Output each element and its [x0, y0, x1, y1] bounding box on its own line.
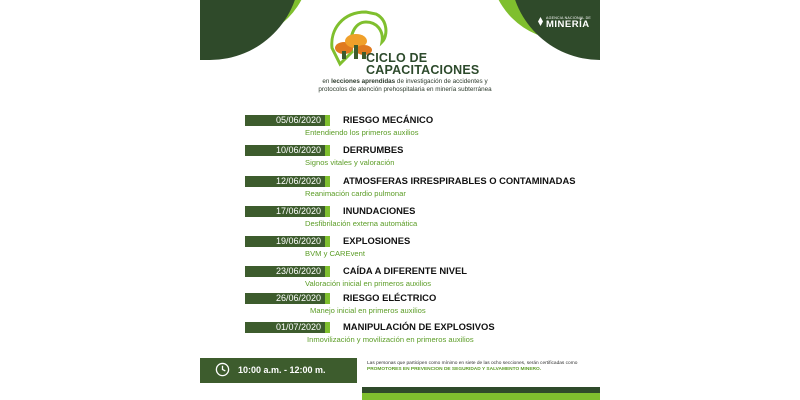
- top-right-blob-dark: [510, 0, 600, 60]
- session-desc: Signos vitales y valoración: [305, 158, 395, 167]
- session-desc: Valoración inicial en primeros auxilios: [305, 279, 432, 288]
- session-date: 05/06/2020: [245, 115, 325, 126]
- session-topic: RIESGO MECÁNICO: [343, 114, 434, 125]
- date-accent: [325, 293, 330, 304]
- title-line-2: CAPACITACIONES: [366, 63, 480, 77]
- date-accent: [325, 176, 330, 187]
- agency-name: MINERÍA: [546, 19, 590, 30]
- certification-note: [367, 361, 592, 373]
- session-date: 10/06/2020: [245, 145, 325, 156]
- session-topic: MANIPULACIÓN DE EXPLOSIVOS: [343, 321, 495, 332]
- session-topic: RIESGO ELÉCTRICO: [343, 292, 437, 303]
- agency-logo: [538, 16, 591, 30]
- session-date: 23/06/2020: [245, 266, 325, 277]
- session-topic: INUNDACIONES: [343, 205, 416, 216]
- note-bold: PROMOTORES EN PREVENCION DE SEGURIDAD Y SALVAMENTO MINERO.: [367, 367, 542, 372]
- session-date: 17/06/2020: [245, 206, 325, 217]
- session-row: [245, 176, 600, 206]
- time-box: [200, 358, 357, 383]
- subtitle-line-2: protocolos de atención prehospitalaria en minería subterránea: [318, 86, 492, 93]
- poster: [200, 0, 600, 400]
- poster-subtitle: [300, 78, 510, 94]
- agency-small-text: AGENCIA NACIONAL DE: [546, 16, 592, 20]
- session-date: 19/06/2020: [245, 236, 325, 247]
- top-left-blob-dark: [200, 0, 300, 60]
- session-row: [245, 145, 600, 175]
- subtitle-bold: lecciones aprendidas: [331, 78, 396, 85]
- clock-icon: [215, 362, 230, 377]
- session-row: [245, 115, 600, 145]
- session-row: [245, 322, 600, 352]
- session-desc: Desfibrilación externa automática: [305, 219, 418, 228]
- session-topic: CAÍDA A DIFERENTE NIVEL: [343, 265, 467, 276]
- session-date: 12/06/2020: [245, 176, 325, 187]
- footer-bar-light: [362, 393, 600, 400]
- session-topic: DERRUMBES: [343, 144, 404, 155]
- session-desc: BVM y CAREvent: [305, 249, 365, 258]
- date-accent: [325, 236, 330, 247]
- session-date: 26/06/2020: [245, 293, 325, 304]
- session-row: [245, 206, 600, 236]
- date-accent: [325, 266, 330, 277]
- session-topic: ATMOSFERAS IRRESPIRABLES O CONTAMINADAS: [343, 175, 576, 186]
- title-line-1: CICLO DE: [366, 51, 428, 65]
- date-accent: [325, 322, 330, 333]
- session-topic: EXPLOSIONES: [343, 235, 411, 246]
- agency-diamond-icon: [538, 17, 543, 26]
- subtitle-pre: en: [322, 78, 332, 85]
- note-text: Las personas que participen como mínimo en siete de las ocho secciones, serán certificadas como: [367, 361, 578, 366]
- subtitle-post: de investigación de accidentes y: [395, 78, 488, 85]
- session-row: [245, 236, 600, 266]
- date-accent: [325, 145, 330, 156]
- session-desc: Inmovilización y movilización en primeros auxilios: [307, 335, 474, 344]
- session-desc: Entendiendo los primeros auxilios: [305, 128, 419, 137]
- date-accent: [325, 206, 330, 217]
- session-desc: Reanimación cardio pulmonar: [305, 189, 406, 198]
- date-accent: [325, 115, 330, 126]
- session-date: 01/07/2020: [245, 322, 325, 333]
- time-range: 10:00 a.m. - 12:00 m.: [238, 365, 326, 375]
- session-desc: Manejo inicial en primeros auxilios: [310, 306, 426, 315]
- session-row: [245, 293, 600, 323]
- poster-title: [366, 52, 479, 76]
